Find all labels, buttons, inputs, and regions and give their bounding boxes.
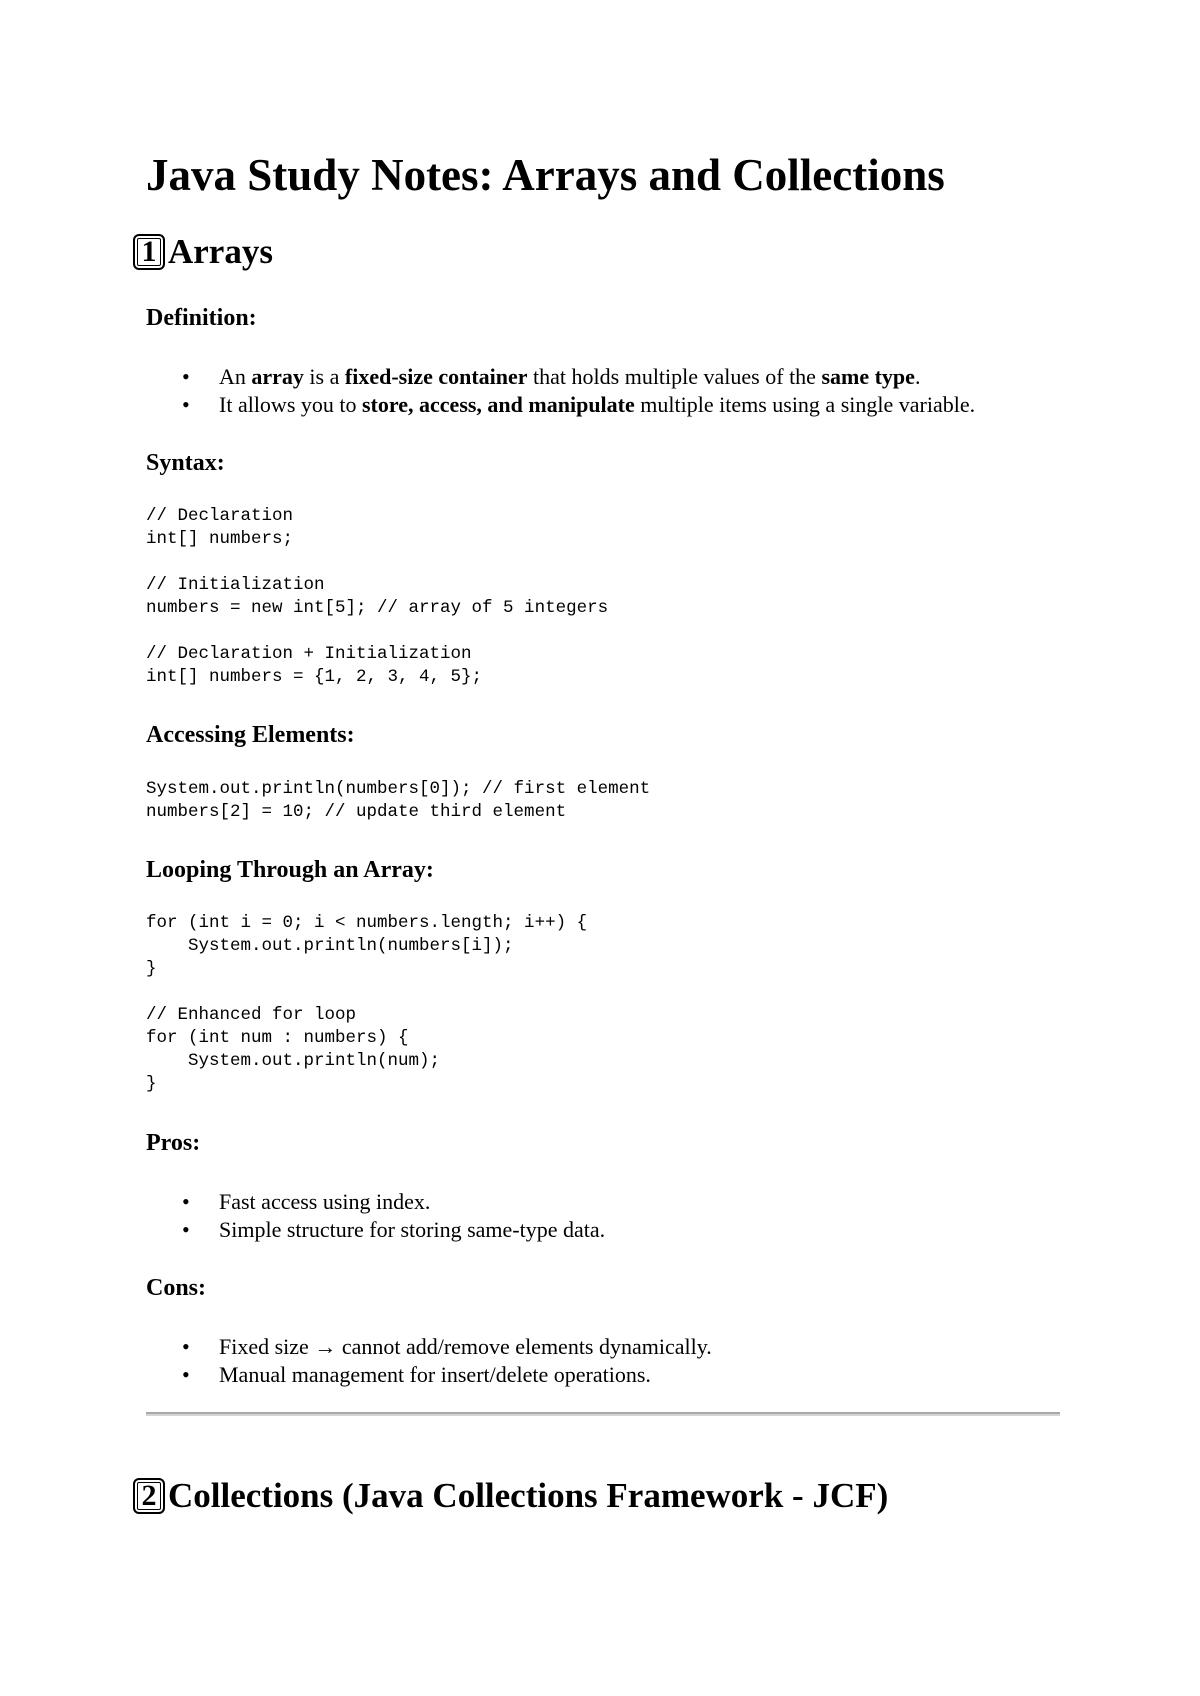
- pros-list: [146, 1188, 605, 1244]
- definition-list: [146, 363, 975, 419]
- accessing-code-block: System.out.println(numbers[0]); // first element numbers[2] = 10; // update third element: [146, 779, 651, 822]
- list-item: • Manual management for insert/delete operations.: [146, 1361, 712, 1389]
- cons-heading: Cons:: [146, 1275, 207, 1301]
- definition-heading: Definition:: [146, 305, 257, 331]
- section-heading-arrays: [133, 230, 273, 274]
- section-heading-text: Collections (Java Collections Framework - JCF): [168, 1476, 889, 1515]
- list-item: • Fixed size → cannot add/remove elements dynamically.: [146, 1333, 712, 1361]
- page-title: Java Study Notes: Arrays and Collections: [146, 150, 945, 200]
- pros-heading: Pros:: [146, 1130, 201, 1156]
- section-heading-collections: [133, 1474, 888, 1518]
- looping-code-block: for (int i = 0; i < numbers.length; i++) { System.out.println(numbers[i]); } // Enhanced for loop for (int num : numbers) { System.out.println(num); }: [146, 913, 588, 1094]
- syntax-heading: Syntax:: [146, 450, 225, 476]
- list-item: • It allows you to store, access, and manipulate multiple items using a single variable.: [146, 391, 975, 419]
- list-item: • An array is a fixed-size container that holds multiple values of the same type.: [146, 363, 975, 391]
- accessing-elements-heading: Accessing Elements:: [146, 722, 355, 748]
- horizontal-divider: [146, 1412, 1060, 1416]
- syntax-code-block: // Declaration int[] numbers; // Initialization numbers = new int[5]; // array of 5 integers // Declaration + Initialization int[] numbers = {1, 2, 3, 4, 5};: [146, 506, 609, 687]
- keycap-number-two-icon: 2: [133, 1478, 165, 1514]
- section-heading-text: Arrays: [168, 232, 273, 271]
- looping-heading: Looping Through an Array:: [146, 857, 434, 883]
- list-item: • Simple structure for storing same-type data.: [146, 1216, 605, 1244]
- keycap-number-one-icon: 1: [133, 234, 165, 270]
- list-item: • Fast access using index.: [146, 1188, 605, 1216]
- cons-list: [146, 1333, 712, 1389]
